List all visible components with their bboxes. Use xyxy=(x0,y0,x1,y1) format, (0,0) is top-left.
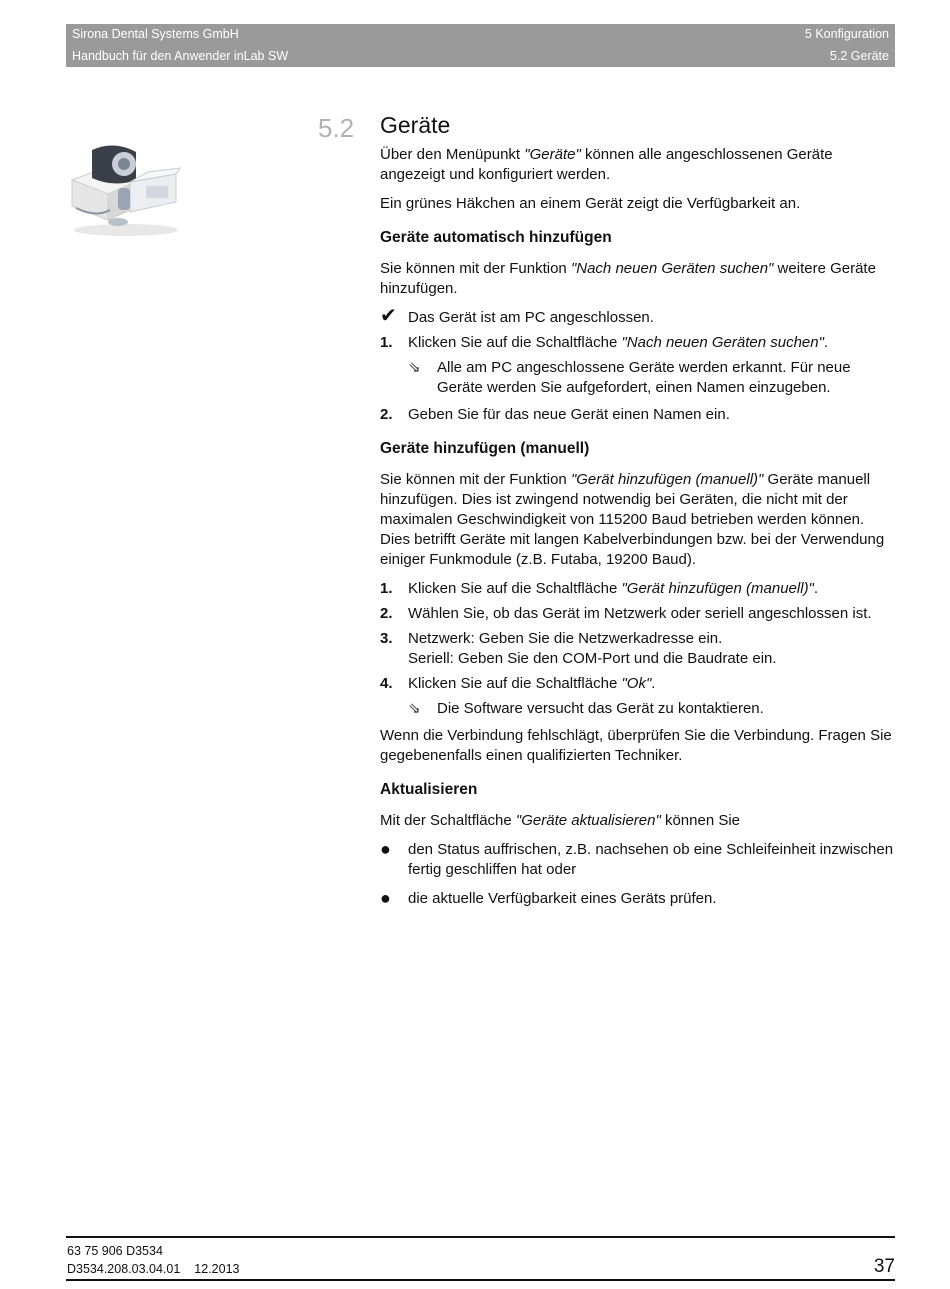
main-content xyxy=(380,145,895,918)
result-arrow-icon: ⇘ xyxy=(408,700,421,717)
header-section: 5.2 Geräte xyxy=(829,49,889,63)
intro-paragraph-1: Über den Menüpunkt "Geräte" können alle angeschlossenen Geräte angezeigt und konfiguriert werden. xyxy=(380,146,833,183)
step-number: 3. xyxy=(380,630,393,647)
section-number: 5.2 xyxy=(318,113,355,143)
footer-doc-code: D3534.208.03.04.01 xyxy=(67,1262,181,1276)
step-number: 2. xyxy=(380,605,393,622)
header-manual-title: Handbuch für den Anwender inLab SW xyxy=(72,49,289,63)
header-company: Sirona Dental Systems GmbH xyxy=(72,27,239,41)
manual-step-2: 2. Wählen Sie, ob das Gerät im Netzwerk oder seriell angeschlossen ist. xyxy=(380,605,872,622)
header-chapter: 5 Konfiguration xyxy=(804,27,889,41)
footer-doc-code-line xyxy=(67,1262,239,1276)
manual-step-3: 3. Netzwerk: Geben Sie die Netzwerkadresse ein. Seriell: Geben Sie den COM-Port und die Baudrate ein. xyxy=(380,630,777,667)
update-bullet-1: ● den Status auffrischen, z.B. nachsehen ob eine Schleifeinheit inzwischen fertig geschliffen hat oder xyxy=(380,839,894,878)
menu-item-reference: "Geräte" xyxy=(524,146,581,163)
footer-date: 12.2013 xyxy=(194,1262,240,1276)
manual-step-4-result: ⇘ Die Software versucht das Gerät zu kontaktieren. xyxy=(408,700,764,717)
auto-step-1-result: ⇘ Alle am PC angeschlossene Geräte werden erkannt. Für neue Geräte werden Sie aufgefordert, einen Namen einzugeben. xyxy=(408,359,851,396)
bullet-icon: ● xyxy=(380,888,391,908)
step-number: 1. xyxy=(380,580,393,597)
footer-doc-number: 63 75 906 D3534 xyxy=(67,1244,163,1258)
heading-update: Aktualisieren xyxy=(380,781,478,798)
update-paragraph: Mit der Schaltfläche "Geräte aktualisieren" können Sie xyxy=(380,812,741,829)
prerequisite-item: ✔ Das Gerät ist am PC angeschlossen. xyxy=(380,305,654,327)
result-arrow-icon: ⇘ xyxy=(408,359,421,376)
page-number: 37 xyxy=(873,1256,895,1277)
auto-step-2: 2. Geben Sie für das neue Gerät einen Namen ein. xyxy=(380,406,730,423)
step-number: 1. xyxy=(380,334,393,351)
heading-manual-add: Geräte hinzufügen (manuell) xyxy=(380,440,590,457)
section-title: Geräte xyxy=(380,112,451,138)
footer-divider-bottom xyxy=(66,1279,895,1281)
intro-paragraph-2: Ein grünes Häkchen an einem Gerät zeigt die Verfügbarkeit an. xyxy=(380,195,801,212)
manual-note-paragraph: Wenn die Verbindung fehlschlägt, überprüfen Sie die Verbindung. Fragen Sie gegebenenfalls einen qualifizierten Techniker. xyxy=(380,727,892,764)
heading-auto-add: Geräte automatisch hinzufügen xyxy=(380,229,612,246)
update-bullet-2: ● die aktuelle Verfügbarkeit eines Geräts prüfen. xyxy=(380,888,717,908)
footer-divider-top xyxy=(66,1236,895,1238)
step-number: 4. xyxy=(380,675,393,692)
checkmark-icon: ✔ xyxy=(380,305,397,327)
auto-add-paragraph: Sie können mit der Funktion "Nach neuen Geräten suchen" weitere Geräte hinzufügen. xyxy=(380,260,876,297)
device-illustration xyxy=(66,140,184,238)
manual-add-paragraph: Sie können mit der Funktion "Gerät hinzufügen (manuell)" Geräte manuell hinzufügen. Dies ist zwingend notwendig bei Geräten, die nicht mit der maximalen Geschwindigkeit von 115200 Baud betrieben werden können. Dies betrifft Geräte mit langen Kabelverbindungen bzw. bei der Verwendung einiger Funkmodule (z.B. Futaba, 19200 Baud). xyxy=(380,471,885,568)
bullet-icon: ● xyxy=(380,839,391,859)
manual-step-1: 1. Klicken Sie auf die Schaltfläche "Gerät hinzufügen (manuell)". xyxy=(380,580,819,597)
page-header xyxy=(66,24,895,67)
step-number: 2. xyxy=(380,406,393,423)
manual-step-4: 4. Klicken Sie auf die Schaltfläche "Ok". xyxy=(380,675,656,692)
auto-step-1: 1. Klicken Sie auf die Schaltfläche "Nach neuen Geräten suchen". xyxy=(380,334,829,351)
